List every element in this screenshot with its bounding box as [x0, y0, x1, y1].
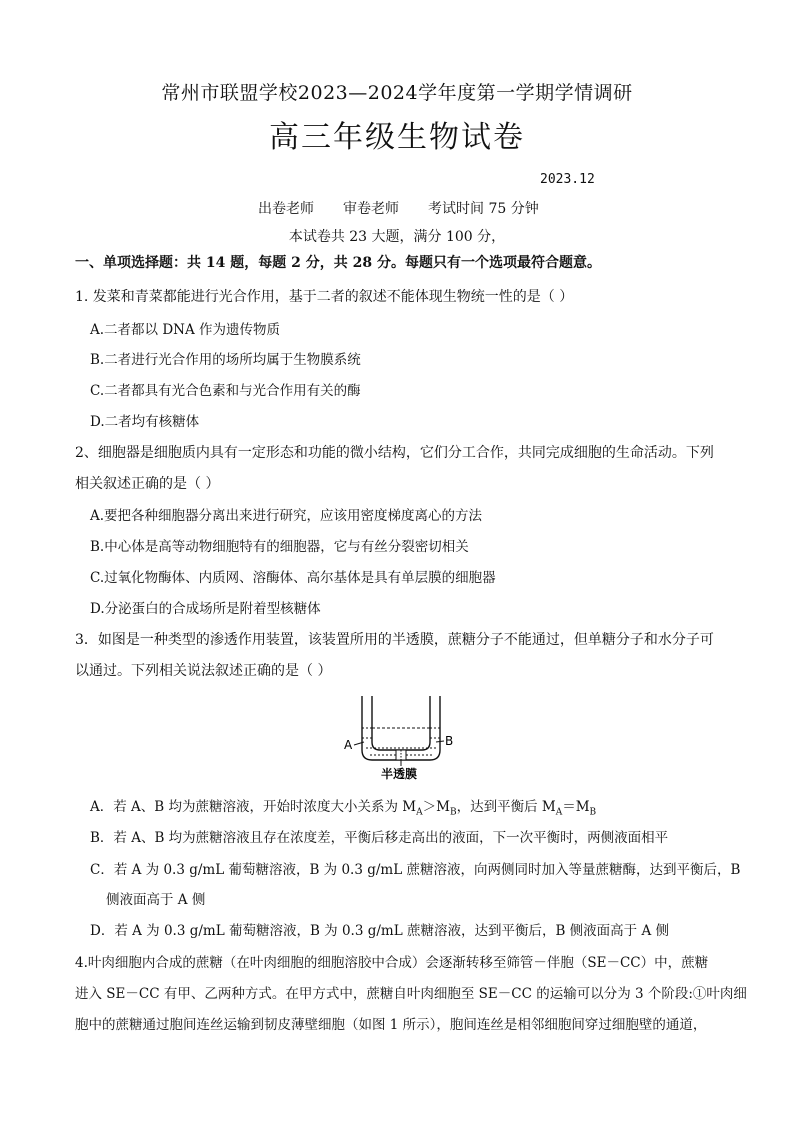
q3-option-c-line1: C．若 A 为 0.3 g/mL 葡萄糖溶液，B 为 0.3 g/mL 蔗糖溶液，向两侧同时加入等量蔗糖酶，达到平衡后，B [90, 862, 741, 878]
section-heading: 一、单项选择题：共 14 题，每题 2 分，共 28 分。每题只有一个选项最符合题意。 [75, 255, 601, 271]
q4-line3: 胞中的蔗糖通过胞间连丝运输到韧皮薄壁细胞（如图 1 所示），胞间连丝是相邻细胞间穿过细胞壁的通道， [75, 1017, 707, 1033]
q1-stem: 1. 发菜和青菜都能进行光合作用，基于二者的叙述不能体现生物统一性的是（ ） [75, 289, 574, 305]
q2-stem-line1: 2、细胞器是细胞质内具有一定形态和功能的微小结构，它们分工合作，共同完成细胞的生命活动。下列 [75, 445, 714, 461]
q1-option-c: C.二者都具有光合色素和与光合作用有关的酶 [90, 383, 361, 399]
q2-option-b: B.中心体是高等动物细胞特有的细胞器，它与有丝分裂密切相关 [90, 539, 469, 555]
membrane-label: 半透膜 [381, 767, 418, 780]
q2-option-d: D.分泌蛋白的合成场所是附着型核糖体 [90, 601, 321, 617]
author-label: 出卷老师 [258, 201, 314, 217]
osmosis-u-tube-diagram [340, 692, 460, 780]
q1-option-b: B.二者进行光合作用的场所均属于生物膜系统 [90, 352, 361, 368]
duration-label: 考试时间 75 分钟 [428, 201, 539, 217]
q1-option-d: D.二者均有核糖体 [90, 414, 200, 430]
q3-option-c-line2: 侧液面高于 A 侧 [106, 892, 206, 908]
exam-title: 高三年级生物试卷 [269, 120, 525, 155]
q2-option-c: C.过氧化物酶体、内质网、溶酶体、高尔基体是具有单层膜的细胞器 [90, 570, 496, 586]
label-a: A [344, 738, 353, 752]
q2-stem-line2: 相关叙述正确的是（ ） [75, 476, 220, 492]
exam-date: 2023.12 [540, 172, 595, 187]
q1-option-a: A.二者都以 DNA 作为遗传物质 [90, 322, 281, 338]
reviewer-label: 审卷老师 [343, 201, 399, 217]
q4-line2: 进入 SE－CC 有甲、乙两种方式。在甲方式中，蔗糖自叶肉细胞至 SE－CC 的运输可以分为 3 个阶段:①叶肉细 [75, 986, 747, 1002]
q3-option-d: D．若 A 为 0.3 g/mL 葡萄糖溶液，B 为 0.3 g/mL 蔗糖溶液，达到平衡后，B 侧液面高于 A 侧 [90, 923, 670, 939]
q3-option-b: B．若 A、B 均为蔗糖溶液且存在浓度差，平衡后移走高出的液面，下一次平衡时，两侧液面相平 [90, 830, 669, 846]
q3-stem-line1: 3．如图是一种类型的渗透作用装置，该装置所用的半透膜，蔗糖分子不能通过，但单糖分子和水分子可 [75, 632, 714, 648]
q3-stem-line2: 以通过。下列相关说法叙述正确的是（ ） [75, 663, 332, 679]
q3-option-a: A．若 A、B 均为蔗糖溶液，开始时浓度大小关系为 $M_A>M_B$，达到平衡后 $M_A=M_B$ [90, 799, 597, 818]
school-title: 常州市联盟学校2023—2024学年度第一学期学情调研 [161, 82, 633, 104]
q4-line1: 4.叶肉细胞内合成的蔗糖（在叶肉细胞的细胞溶胶中合成）会逐渐转移至筛管－伴胞（SE－CC）中，蔗糖 [75, 955, 709, 971]
q2-option-a: A.要把各种细胞器分离出来进行研究，应该用密度梯度离心的方法 [90, 508, 483, 524]
label-b: B [445, 734, 454, 748]
exam-summary: 本试卷共 23 大题，满分 100 分， [288, 229, 506, 245]
